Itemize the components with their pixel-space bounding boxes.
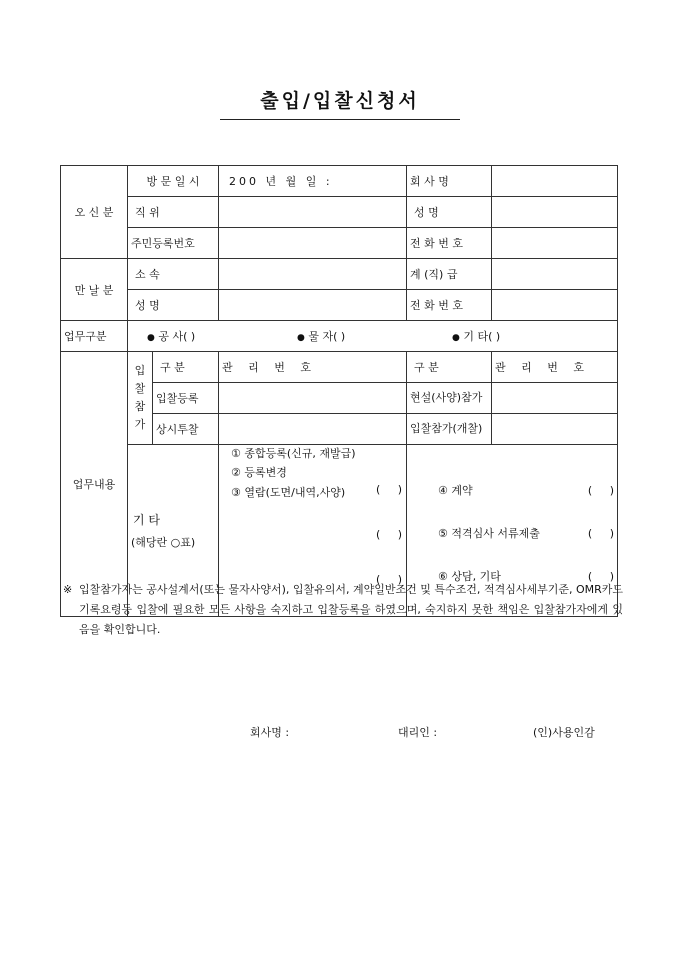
visit-datetime-value[interactable]: 200 년 월 일 :	[219, 166, 407, 197]
business-type-options	[128, 321, 618, 352]
etc-paren-2[interactable]: ( )	[375, 528, 403, 541]
host-phone-label: 전 화 번 호	[407, 290, 492, 321]
host-dept-field[interactable]	[219, 259, 407, 290]
etc-option-5[interactable]: ⑤ 적격심사 서류제출	[438, 527, 540, 540]
position-label: 직 위	[128, 197, 219, 228]
notice-text: 입찰참가자는 공사설계서(또는 물자사양서), 입찰유의서, 계약일반조건 및 특수조건, 적격심사세부기준, OMR카드 기록요령등 입찰에 필요한 모든 사항을 숙지하고 입찰등록을 하였으며, 숙지하지 못한 책임은 입찰참가자에게 있음을 확인합니다.	[79, 583, 623, 636]
etc-paren-6[interactable]: ( )	[587, 570, 614, 583]
etc-paren-1[interactable]: ( )	[375, 483, 403, 496]
mgmt-no-header-left: 관 리 번 호	[219, 352, 407, 383]
visitor-section-label: 오 신 분	[61, 166, 128, 259]
signature-agent: 대리인 :	[398, 726, 438, 739]
bid-opening-label: 입찰참가(개찰)	[407, 414, 492, 445]
host-name-label: 성 명	[128, 290, 219, 321]
etc-option-1[interactable]: ① 종합등록(신규, 재발급)	[231, 447, 356, 460]
option-construction[interactable]: ● 공 사( )	[147, 330, 196, 343]
notice	[63, 580, 623, 640]
etc-option-3[interactable]: ③ 열람(도면/내역,사양)	[231, 486, 346, 499]
etc-label-cell: 기 타 (해당란 ○표)	[128, 445, 219, 617]
option-other[interactable]: ● 기 타( )	[452, 330, 501, 343]
host-dept-label: 소 속	[128, 259, 219, 290]
host-phone-field[interactable]	[492, 290, 618, 321]
host-rank-field[interactable]	[492, 259, 618, 290]
bid-opening-field[interactable]	[492, 414, 618, 445]
etc-option-6[interactable]: ⑥ 상담, 기타	[438, 570, 501, 583]
host-section-label: 만 날 분	[61, 259, 128, 321]
position-field[interactable]	[219, 197, 407, 228]
host-rank-label: 계 (직) 급	[407, 259, 492, 290]
visitor-phone-field[interactable]	[492, 228, 618, 259]
etc-paren-5[interactable]: ( )	[587, 527, 614, 540]
application-form-table	[60, 165, 618, 617]
etc-option-4[interactable]: ④ 계약	[438, 484, 473, 497]
category-header-left: 구 분	[153, 352, 219, 383]
id-number-label: 주민등록번호	[128, 228, 219, 259]
site-briefing-label: 현설(사양)참가	[407, 383, 492, 414]
visitor-name-label: 성 명	[407, 197, 492, 228]
etc-paren-4[interactable]: ( )	[587, 484, 614, 497]
id-number-field[interactable]	[219, 228, 407, 259]
signature-seal: (인)사용인감	[533, 726, 595, 739]
bid-registration-label: 입찰등록	[153, 383, 219, 414]
reference-mark: ※	[63, 583, 73, 596]
bid-participation-label: 입찰참가	[128, 352, 153, 445]
business-content-label: 업무내용	[61, 352, 128, 617]
company-label: 회 사 명	[407, 166, 492, 197]
mgmt-no-header-right: 관 리 번 호	[492, 352, 618, 383]
host-name-field[interactable]	[219, 290, 407, 321]
regular-bidding-field[interactable]	[219, 414, 407, 445]
etc-paren-3[interactable]: ( )	[375, 573, 403, 586]
visit-datetime-label: 방 문 일 시	[128, 166, 219, 197]
visitor-phone-label: 전 화 번 호	[407, 228, 492, 259]
regular-bidding-label: 상시투찰	[153, 414, 219, 445]
signature-company: 회사명 :	[250, 726, 290, 739]
page-title: 출입/입찰신청서	[220, 86, 460, 120]
company-field[interactable]	[492, 166, 618, 197]
etc-option-2[interactable]: ② 등록변경	[231, 466, 287, 479]
bid-registration-field[interactable]	[219, 383, 407, 414]
option-goods[interactable]: ● 물 자( )	[297, 330, 346, 343]
visitor-name-field[interactable]	[492, 197, 618, 228]
category-header-right: 구 분	[407, 352, 492, 383]
business-type-label: 업무구분	[61, 321, 128, 352]
site-briefing-field[interactable]	[492, 383, 618, 414]
